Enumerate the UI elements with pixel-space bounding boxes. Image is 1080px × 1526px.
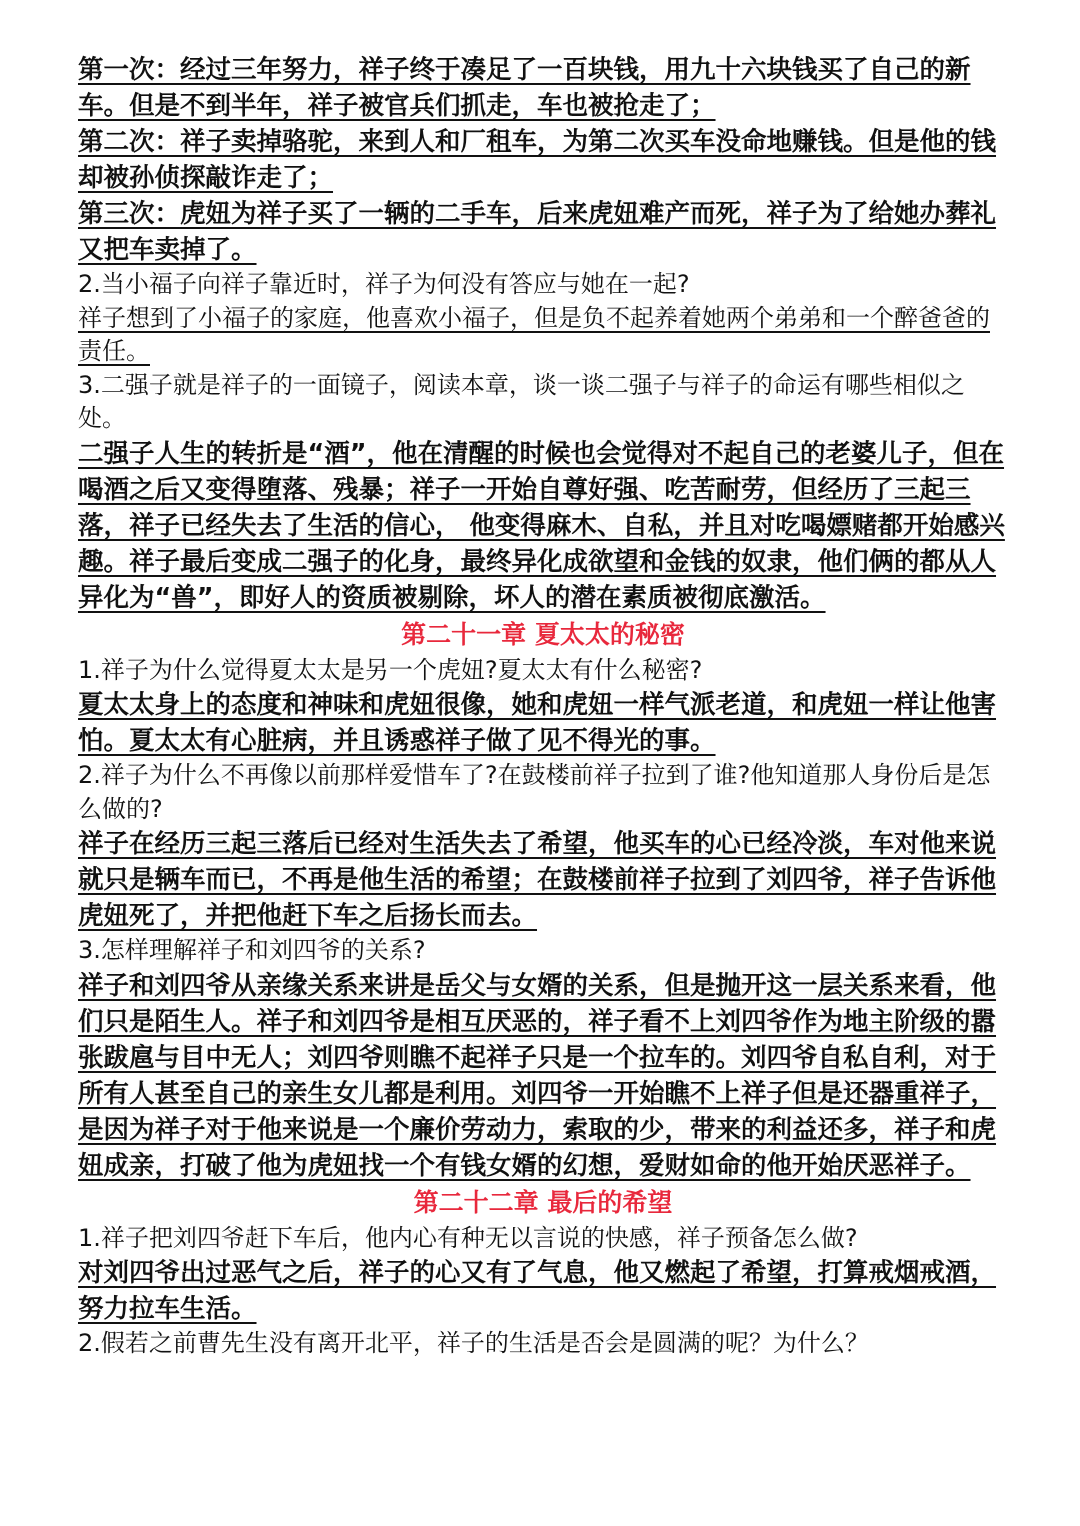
- ch21-question-3: 3.怎样理解祥子和刘四爷的关系?: [78, 936, 426, 964]
- question-erqiangzi: 3.二强子就是祥子的一面镜子，阅读本章，谈一谈二强子与祥子的命运有哪些相似之处。: [78, 370, 965, 432]
- question-xiaofuzi: 2.当小福子向祥子靠近时，祥子为何没有答应与她在一起?: [78, 270, 690, 298]
- ch22-question-1: 1.祥子把刘四爷赶下车后，他内心有种无以言说的快感，祥子预备怎么做?: [78, 1223, 858, 1252]
- ch22-question-2: 2.假若之前曹先生没有离开北平，祥子的生活是否会是圆满的呢？为什么？: [78, 1329, 869, 1357]
- ch21-answer-2: 祥子在经历三起三落后已经对生活失去了希望，他买车的心已经冷淡，车对他来说就只是辆车而已，不再是他生活的希望；在鼓楼前祥子拉到了刘四爷，祥子告诉他虎妞死了，并把他赶下车之后扬长而去。: [78, 829, 997, 931]
- chapter-21-title: 第二十一章 夏太太的秘密: [401, 619, 685, 649]
- ch22-answer-1: 对刘四爷出过恶气之后，祥子的心又有了气息，他又燃起了希望，打算戒烟戒酒，努力拉车生活。: [78, 1258, 997, 1324]
- answer-erqiangzi: 二强子人生的转折是“酒”，他在清醒的时候也会觉得对不起自己的老婆儿子，但在喝酒之后又变得堕落、残暴；祥子一开始自尊好强、吃苦耐劳，但经历了三起三落，祥子已经失去了生活的信心， 他变得麻木、自私，并且对吃喝嫖赌都开始感兴趣。祥子最后变成二强子的化身，最终异化成欲望和金钱的奴隶，他们俩的都从人异化为“兽”，即好人的资质被剔除，坏人的潜在素质被彻底激活。: [78, 438, 1005, 613]
- ch21-question-1: 1.祥子为什么觉得夏太太是另一个虎妞?夏太太有什么秘密?: [78, 655, 703, 684]
- answer-second-purchase: 第二次：祥子卖掉骆驼，来到人和厂租车，为第二次买车没命地赚钱。但是他的钱却被孙侦探敲诈走了；: [78, 127, 997, 193]
- chapter-22-title: 第二十二章 最后的希望: [413, 1187, 673, 1217]
- ch21-answer-3: 祥子和刘四爷从亲缘关系来讲是岳父与女婿的关系，但是抛开这一层关系来看，他们只是陌生人。祥子和刘四爷是相互厌恶的，祥子看不上刘四爷作为地主阶级的嚣张跋扈与目中无人；刘四爷则瞧不起祥子只是一个拉车的。刘四爷自私自利，对于所有人甚至自己的亲生女儿都是利用。刘四爷一开始瞧不上祥子但是还器重祥子，是因为祥子对于他来说是一个廉价劳动力，索取的少，带来的利益还多，祥子和虎妞成亲，打破了他为虎妞找一个有钱女婿的幻想，爱财如命的他开始厌恶祥子。: [78, 970, 997, 1181]
- answer-third-purchase: 第三次：虎妞为祥子买了一辆的二手车，后来虎妞难产而死，祥子为了给她办葬礼又把车卖掉了。: [78, 199, 997, 265]
- document-page: [78, 52, 1008, 1361]
- answer-first-purchase: 第一次：经过三年努力，祥子终于凑足了一百块钱，用九十六块钱买了自己的新车。但是不到半年，祥子被官兵们抓走，车也被抢走了；: [78, 55, 971, 121]
- answer-xiaofuzi: 祥子想到了小福子的家庭，他喜欢小福子，但是负不起养着她两个弟弟和一个醉爸爸的责任。: [78, 303, 990, 365]
- ch21-question-2: 2.祥子为什么不再像以前那样爱惜车了?在鼓楼前祥子拉到了谁?他知道那人身份后是怎么做的?: [78, 761, 991, 823]
- ch21-answer-1: 夏太太身上的态度和神味和虎妞很像，她和虎妞一样气派老道，和虎妞一样让他害怕。夏太太有心脏病，并且诱惑祥子做了见不得光的事。: [78, 690, 997, 756]
